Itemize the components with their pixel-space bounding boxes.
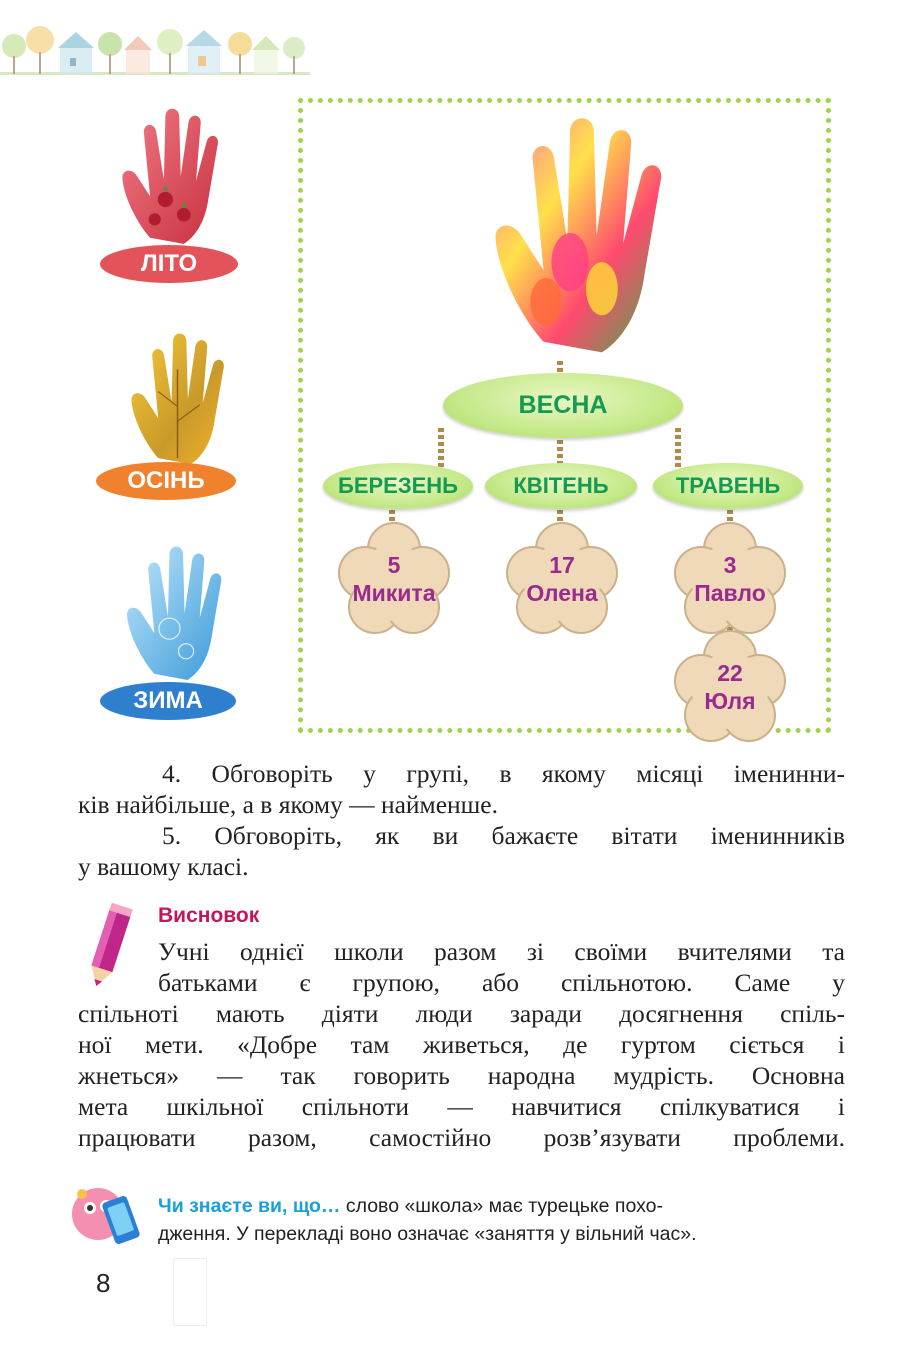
birthday-day: 17: [549, 552, 575, 578]
birthday-tag-olena: [503, 521, 621, 639]
month-oval-may: [653, 463, 803, 509]
summer-hand-image: [100, 100, 240, 250]
fact-line-1: [158, 1192, 848, 1220]
conclusion-text: [78, 936, 845, 1153]
birthday-day: 3: [723, 552, 737, 578]
header-decoration-houses: [0, 18, 310, 80]
season-label-summer: [100, 245, 238, 283]
month-label: КВІТЕНЬ: [513, 473, 609, 498]
fact-line-2: дження. У перекладі воно означає «заняття у вільний час».: [158, 1223, 697, 1245]
birthday-day: 22: [717, 660, 743, 686]
tasks-block: [78, 758, 845, 882]
month-label: БЕРЕЗЕНЬ: [338, 473, 458, 498]
conclusion-title: Висновок: [158, 904, 260, 927]
conclusion-line: батьками є групою, або спільнотою. Саме у: [158, 968, 845, 997]
winter-hand-image: [105, 538, 243, 686]
page-number: 8: [96, 1268, 111, 1298]
month-oval-march: [323, 463, 473, 509]
spring-birthday-diagram: [298, 98, 831, 733]
season-label-winter: [100, 682, 236, 720]
task5-line: 5. Обговоріть, як ви бажаєте вітати іменинників: [162, 821, 845, 850]
season-label-text: ОСІНЬ: [127, 467, 205, 494]
season-label-autumn: [96, 462, 236, 500]
fact-lead: Чи знаєте ви, що…: [158, 1195, 341, 1217]
season-oval-spring: [443, 373, 683, 438]
conclusion-line: спільноті мають діяти люди заради досягнення спіль-: [78, 999, 845, 1028]
chain-connector: [675, 428, 681, 468]
month-oval-april: [485, 463, 637, 509]
birthday-name: Юля: [704, 688, 756, 714]
conclusion-line: Учні однієї школи разом зі своїми вчителями та: [158, 937, 845, 966]
month-label: ТРАВЕНЬ: [675, 473, 781, 498]
season-label-text: ЛІТО: [140, 250, 198, 277]
task4-line: ків найбільше, а в якому — найменше.: [78, 790, 498, 819]
birthday-name: Олена: [526, 580, 598, 606]
season-oval-text: ВЕСНА: [518, 391, 608, 419]
autumn-hand-image: [110, 325, 245, 470]
conclusion-line: працювати разом, самостійно розв’язувати проблеми.: [78, 1123, 845, 1152]
character-with-phone-icon: [68, 1180, 142, 1254]
conclusion-line: ної мети. «Добре там живеться, де гуртом сіється і: [78, 1030, 845, 1059]
conclusion-line: мета шкільної спільноти — навчитися спілкуватися і: [78, 1092, 845, 1121]
spring-hand-image: [453, 103, 703, 363]
season-label-text: ЗИМА: [133, 687, 203, 714]
birthday-name: Павло: [694, 580, 766, 606]
birthday-tag-yulia: [671, 629, 789, 747]
conclusion-line: жнеться» — так говорить народна мудрість. Основна: [78, 1061, 845, 1090]
task4-line: 4. Обговоріть у групі, в якому місяці іменинни-: [162, 759, 845, 788]
birthday-name: Микита: [352, 580, 436, 606]
task5-line: у вашому класі.: [78, 852, 249, 881]
page-tab-marker: [173, 1258, 207, 1326]
chain-connector: [438, 428, 444, 468]
fact-text: слово «школа» має турецьке похо-: [340, 1195, 663, 1217]
birthday-day: 5: [387, 552, 401, 578]
fact-block: [158, 1192, 848, 1248]
birthday-tag-pavlo: [671, 521, 789, 639]
birthday-tag-mykyta: [335, 521, 453, 639]
